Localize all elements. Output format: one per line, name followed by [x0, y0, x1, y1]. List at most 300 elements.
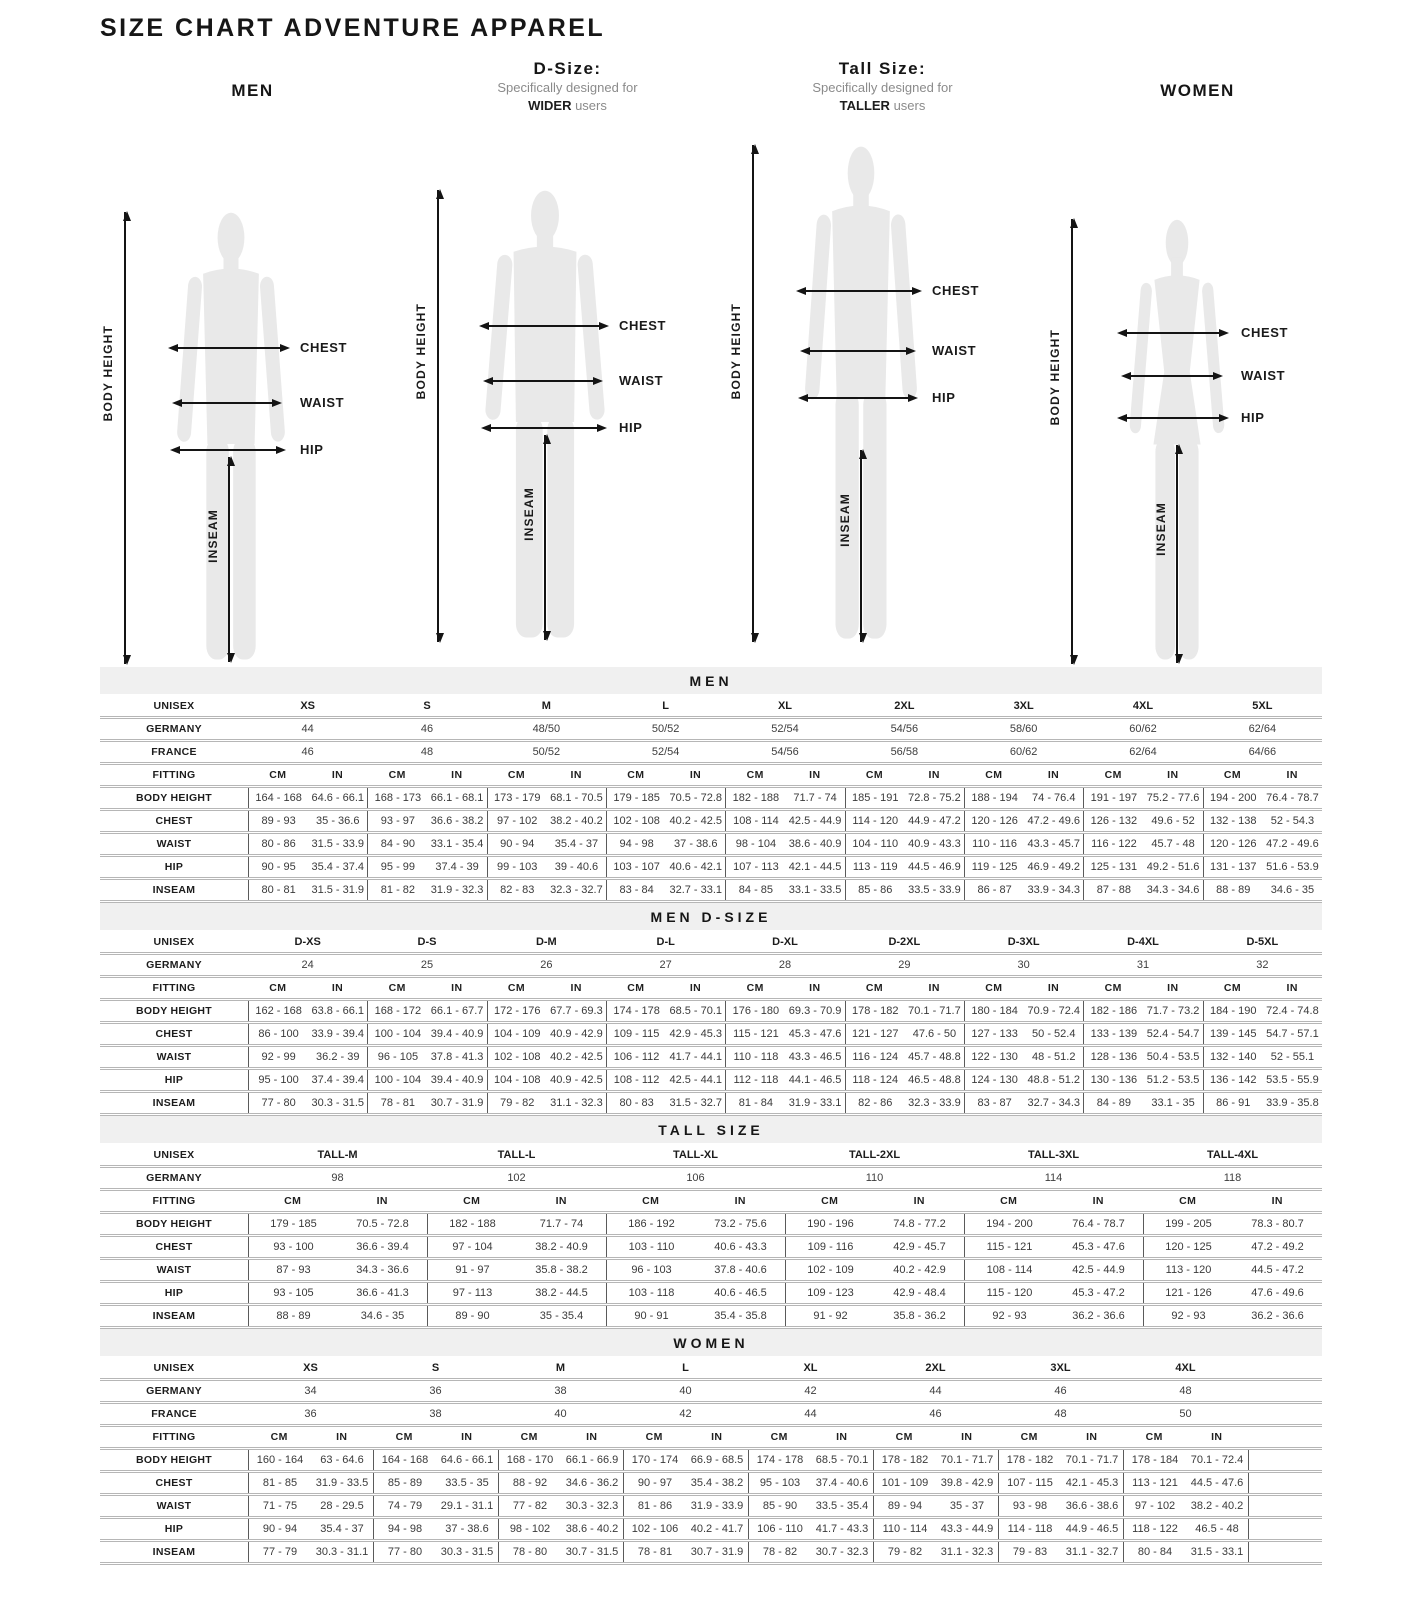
value-group	[1083, 1093, 1202, 1113]
fitting-group	[606, 1191, 785, 1211]
fitting-group	[748, 1427, 873, 1447]
cm-value: 83 - 87	[977, 1097, 1012, 1109]
cm-value: 114 - 118	[1007, 1523, 1053, 1535]
cm-value: 102 - 109	[807, 1264, 854, 1276]
blank-cell	[1248, 1381, 1322, 1401]
in-value: 44.5 - 47.2	[1251, 1264, 1304, 1276]
cm-value: 80 - 84	[1137, 1546, 1173, 1558]
value-group	[748, 1519, 873, 1539]
figure-tall-size-title: Tall Size:	[838, 59, 927, 78]
cm-value: 90 - 94	[262, 1523, 298, 1535]
fitting-group	[248, 765, 367, 785]
value-group	[606, 811, 725, 831]
cm-value: 86 - 100	[258, 1028, 299, 1040]
value-group	[1083, 1001, 1202, 1021]
figure-d-size	[415, 57, 720, 659]
row-label: CHEST	[155, 1028, 193, 1040]
cm-value: 128 - 136	[1090, 1051, 1138, 1063]
value-group	[367, 834, 486, 854]
unit-in: IN	[555, 1195, 567, 1207]
fitting-group	[964, 1191, 1143, 1211]
size-cell: D-3XL	[1007, 936, 1040, 948]
unit-cm: CM	[270, 1431, 288, 1443]
cm-value: 79 - 82	[887, 1546, 923, 1558]
value-group	[998, 1542, 1123, 1562]
unit-cm: CM	[627, 982, 645, 994]
row-label: WAIST	[156, 1051, 192, 1063]
cm-value: 186 - 192	[628, 1218, 675, 1230]
value-group	[487, 857, 606, 877]
unit-in: IN	[1211, 1431, 1223, 1443]
in-value: 72.8 - 75.2	[908, 792, 961, 804]
in-value: 42.5 - 44.9	[788, 815, 842, 827]
unit-cm: CM	[463, 1195, 481, 1207]
value-group	[367, 1047, 486, 1067]
value-group	[998, 1496, 1123, 1516]
value-group	[1143, 1260, 1322, 1280]
fitting-group	[606, 978, 725, 998]
in-value: 32.7 - 34.3	[1027, 1097, 1081, 1109]
in-value: 34.6 - 36.2	[565, 1477, 619, 1489]
header-row	[100, 696, 1322, 719]
in-value: 70.1 - 71.7	[940, 1454, 994, 1466]
row-label: HIP	[164, 1523, 184, 1535]
size-cell: 110	[865, 1172, 884, 1184]
value-group	[964, 1001, 1083, 1021]
in-value: 47.2 - 49.6	[1266, 838, 1319, 850]
value-group	[1123, 1473, 1248, 1493]
unit-in: IN	[836, 1431, 848, 1443]
cm-value: 190 - 196	[807, 1218, 854, 1230]
in-value: 66.1 - 67.7	[430, 1005, 484, 1017]
value-group	[487, 1093, 606, 1113]
value-group	[1203, 834, 1322, 854]
in-value: 37 - 38.6	[674, 838, 718, 850]
row-label: GERMANY	[146, 1172, 202, 1184]
cm-value: 178 - 182	[881, 1454, 929, 1466]
value-group	[606, 857, 725, 877]
unit-cm: CM	[388, 769, 406, 781]
size-cell: 25	[420, 959, 434, 971]
header-row	[100, 742, 1322, 765]
size-cell: 30	[1017, 959, 1030, 971]
in-value: 45.7 - 48	[1151, 838, 1195, 850]
hip-label: HIP	[300, 442, 324, 457]
cm-value: 97 - 102	[1134, 1500, 1176, 1512]
fitting-group	[367, 978, 486, 998]
fitting-group	[845, 978, 964, 998]
cm-value: 116 - 122	[1091, 838, 1137, 850]
in-value: 54.7 - 57.1	[1266, 1028, 1319, 1040]
unit-in: IN	[928, 982, 940, 994]
in-value: 36.2 - 36.6	[1072, 1310, 1125, 1322]
in-value: 78.3 - 80.7	[1251, 1218, 1304, 1230]
value-group	[1123, 1542, 1248, 1562]
size-cell: 58/60	[1009, 723, 1038, 735]
measurement-row	[100, 1070, 1322, 1093]
in-value: 47.6 - 50	[912, 1028, 957, 1040]
waist-label: WAIST	[932, 343, 977, 358]
value-group	[1203, 857, 1322, 877]
figure-women-diagram	[1045, 157, 1350, 681]
fitting-group	[248, 978, 367, 998]
cm-value: 98 - 102	[509, 1523, 551, 1535]
size-cell: TALL-2XL	[848, 1149, 901, 1161]
unit-cm: CM	[627, 769, 645, 781]
in-value: 51.2 - 53.5	[1146, 1074, 1200, 1086]
unit-in: IN	[913, 1195, 925, 1207]
value-group	[248, 1070, 367, 1090]
cm-value: 126 - 132	[1090, 815, 1138, 827]
value-group	[606, 880, 725, 900]
row-label: GERMANY	[146, 959, 202, 971]
fitting-group	[964, 765, 1083, 785]
in-value: 35.4 - 37	[554, 838, 599, 850]
blank-cell	[1248, 1496, 1322, 1516]
value-group	[498, 1496, 623, 1516]
in-value: 52 - 55.1	[1270, 1051, 1315, 1063]
cm-value: 112 - 118	[733, 1074, 779, 1086]
value-group	[606, 834, 725, 854]
in-value: 47.6 - 49.6	[1251, 1287, 1304, 1299]
value-group	[845, 857, 964, 877]
size-cell: 5XL	[1252, 700, 1273, 712]
size-cell: TALL-XL	[672, 1149, 718, 1161]
figure-men-header	[100, 81, 405, 157]
in-value: 38.2 - 40.2	[1190, 1500, 1244, 1512]
value-group	[1203, 880, 1322, 900]
row-label: BODY HEIGHT	[135, 792, 213, 804]
size-cell: 50	[1179, 1408, 1192, 1420]
size-cell: XL	[803, 1362, 818, 1374]
fitting-group	[248, 1191, 427, 1211]
figure-tall-size-header	[730, 59, 1035, 135]
measurement-row	[100, 1260, 1322, 1283]
in-value: 40.9 - 43.3	[908, 838, 961, 850]
fitting-row	[100, 1191, 1322, 1214]
cm-value: 102 - 106	[631, 1523, 679, 1535]
unit-cm: CM	[642, 1195, 660, 1207]
in-value: 44.5 - 47.6	[1190, 1477, 1244, 1489]
in-value: 66.9 - 68.5	[690, 1454, 744, 1466]
unit-cm: CM	[388, 982, 406, 994]
in-value: 31.5 - 33.1	[1190, 1546, 1244, 1558]
figure-d-size-title: D-Size:	[533, 59, 602, 78]
inseam-arrow	[1176, 445, 1178, 663]
in-value: 42.9 - 45.3	[669, 1028, 723, 1040]
in-value: 40.6 - 42.1	[669, 861, 723, 873]
blank-cell	[1248, 1473, 1322, 1493]
value-group	[873, 1473, 998, 1493]
cm-value: 107 - 115	[1007, 1477, 1053, 1489]
in-value: 48.8 - 51.2	[1027, 1074, 1081, 1086]
size-cell: 3XL	[1050, 1362, 1071, 1374]
table-title-men: MEN	[100, 667, 1322, 694]
unit-cm: CM	[1104, 769, 1122, 781]
size-cell: 42	[804, 1385, 817, 1397]
fitting-group	[1203, 978, 1322, 998]
value-group	[845, 1070, 964, 1090]
in-value: 33.1 - 35	[1151, 1097, 1195, 1109]
size-cell: 34	[304, 1385, 317, 1397]
unit-cm: CM	[269, 982, 287, 994]
in-value: 31.9 - 33.9	[690, 1500, 744, 1512]
size-table-women	[100, 1329, 1322, 1565]
cm-value: 139 - 145	[1210, 1028, 1257, 1040]
size-cell: XS	[303, 1362, 318, 1374]
in-value: 43.3 - 45.7	[1027, 838, 1081, 850]
in-value: 70.1 - 72.4	[1190, 1454, 1244, 1466]
in-value: 44.5 - 46.9	[908, 861, 961, 873]
value-group	[964, 1214, 1143, 1234]
in-value: 73.2 - 75.6	[714, 1218, 767, 1230]
hip-label: HIP	[932, 390, 956, 405]
value-group	[606, 1093, 725, 1113]
in-value: 45.3 - 47.2	[1072, 1287, 1125, 1299]
cm-value: 109 - 115	[613, 1028, 660, 1040]
blank-cell	[1248, 1542, 1322, 1562]
cm-value: 168 - 172	[374, 1005, 422, 1017]
in-value: 76.4 - 78.7	[1072, 1218, 1125, 1230]
cm-value: 89 - 93	[261, 815, 296, 827]
value-group	[367, 1024, 486, 1044]
cm-value: 85 - 89	[387, 1477, 423, 1489]
row-label: BODY HEIGHT	[135, 1454, 213, 1466]
in-value: 42.1 - 45.3	[1065, 1477, 1119, 1489]
value-group	[623, 1519, 748, 1539]
value-group	[606, 788, 725, 808]
value-group	[873, 1496, 998, 1516]
size-cell: 50/52	[532, 746, 561, 758]
chest-arrow	[804, 290, 914, 292]
in-value: 29.1 - 31.1	[440, 1500, 494, 1512]
unit-in: IN	[331, 982, 344, 994]
value-group	[487, 1047, 606, 1067]
row-label: INSEAM	[152, 1097, 196, 1109]
value-group	[248, 1260, 427, 1280]
unit-in: IN	[1286, 769, 1298, 781]
inseam-label: INSEAM	[206, 509, 220, 563]
size-cell: 36	[304, 1408, 317, 1420]
size-cell: 46	[420, 723, 434, 735]
unit-cm: CM	[395, 1431, 413, 1443]
in-value: 39.4 - 40.9	[430, 1074, 484, 1086]
cm-value: 78 - 81	[637, 1546, 673, 1558]
header-row	[100, 1381, 1322, 1404]
inseam-arrow	[228, 457, 230, 662]
size-cell: 4XL	[1132, 700, 1154, 712]
blank-cell	[1248, 1427, 1322, 1447]
cm-value: 120 - 125	[1165, 1241, 1212, 1253]
size-cell: 48/50	[532, 723, 561, 735]
value-group	[725, 1024, 844, 1044]
in-value: 37.4 - 39.4	[311, 1074, 365, 1086]
fitting-group	[785, 1191, 964, 1211]
cm-value: 80 - 81	[261, 884, 296, 896]
value-group	[725, 1047, 844, 1067]
cm-value: 95 - 103	[759, 1477, 801, 1489]
unit-in: IN	[1286, 982, 1298, 994]
fitting-group	[1083, 978, 1202, 998]
unit-in: IN	[570, 769, 582, 781]
in-value: 44.9 - 46.5	[1065, 1523, 1119, 1535]
size-cell: TALL-L	[497, 1149, 536, 1161]
size-cell: 26	[540, 959, 553, 971]
cm-value: 81 - 82	[380, 884, 416, 896]
in-value: 35.4 - 35.8	[714, 1310, 767, 1322]
value-group	[725, 811, 844, 831]
cm-value: 113 - 120	[1165, 1264, 1212, 1276]
in-value: 39.4 - 40.9	[430, 1028, 484, 1040]
in-value: 30.7 - 31.9	[430, 1097, 484, 1109]
cm-value: 77 - 79	[262, 1546, 298, 1558]
fitting-group	[373, 1427, 498, 1447]
cm-value: 194 - 200	[986, 1218, 1033, 1230]
cm-value: 168 - 170	[506, 1454, 554, 1466]
value-group	[1143, 1237, 1322, 1257]
unit-in: IN	[1167, 982, 1179, 994]
size-cell: 62/64	[1248, 723, 1277, 735]
in-value: 43.3 - 46.5	[788, 1051, 842, 1063]
size-cell: D-5XL	[1246, 936, 1279, 948]
cm-value: 84 - 89	[1096, 1097, 1132, 1109]
value-group	[367, 811, 486, 831]
size-cell: 31	[1136, 959, 1150, 971]
in-value: 31.9 - 32.3	[430, 884, 484, 896]
value-group	[725, 1093, 844, 1113]
cm-value: 74 - 79	[387, 1500, 423, 1512]
size-cell: S	[423, 700, 431, 712]
value-group	[1083, 880, 1202, 900]
figure-men-title: MEN	[231, 81, 274, 100]
cm-value: 178 - 184	[1131, 1454, 1179, 1466]
cm-value: 77 - 80	[261, 1097, 296, 1109]
in-value: 68.5 - 70.1	[669, 1005, 723, 1017]
body-height-label: BODY HEIGHT	[101, 325, 115, 422]
value-group	[1083, 1047, 1202, 1067]
size-cell: 44	[301, 723, 314, 735]
size-cell: XS	[300, 700, 315, 712]
chest-label: CHEST	[619, 318, 667, 333]
cm-value: 85 - 86	[858, 884, 893, 896]
in-value: 31.5 - 31.9	[311, 884, 365, 896]
cm-value: 179 - 185	[613, 792, 660, 804]
cm-value: 125 - 131	[1090, 861, 1138, 873]
unit-cm: CM	[269, 769, 287, 781]
in-value: 66.1 - 68.1	[430, 792, 484, 804]
cm-value: 79 - 83	[1012, 1546, 1048, 1558]
row-label: FITTING	[152, 1195, 196, 1207]
row-label: HIP	[164, 1074, 184, 1086]
row-label: UNISEX	[153, 1362, 195, 1374]
in-value: 30.7 - 32.3	[815, 1546, 869, 1558]
size-cell: 118	[1223, 1172, 1242, 1184]
cm-value: 78 - 80	[512, 1546, 548, 1558]
fitting-group	[964, 978, 1083, 998]
value-group	[964, 1024, 1083, 1044]
value-group	[964, 1047, 1083, 1067]
value-group	[373, 1519, 498, 1539]
value-group	[1143, 1306, 1322, 1326]
chest-label: CHEST	[1241, 325, 1289, 340]
cm-value: 101 - 109	[881, 1477, 929, 1489]
unit-cm: CM	[1000, 1195, 1018, 1207]
in-value: 35 - 35.4	[539, 1310, 584, 1322]
cm-value: 131 - 137	[1210, 861, 1257, 873]
in-value: 31.1 - 32.3	[940, 1546, 994, 1558]
header-row	[100, 955, 1322, 978]
cm-value: 182 - 188	[732, 792, 780, 804]
cm-value: 81 - 85	[262, 1477, 298, 1489]
figure-men	[100, 57, 405, 659]
size-cell: 114	[1044, 1172, 1063, 1184]
size-cell: 24	[301, 959, 314, 971]
in-value: 33.1 - 33.5	[788, 884, 842, 896]
in-value: 33.9 - 34.3	[1027, 884, 1081, 896]
size-cell: 102	[507, 1172, 526, 1184]
value-group	[748, 1542, 873, 1562]
cm-value: 86 - 91	[1216, 1097, 1251, 1109]
cm-value: 78 - 81	[380, 1097, 416, 1109]
in-value: 46.5 - 48	[1195, 1523, 1239, 1535]
cm-value: 88 - 89	[276, 1310, 311, 1322]
in-value: 45.3 - 47.6	[788, 1028, 842, 1040]
size-cell: 52/54	[651, 746, 680, 758]
waist-arrow	[180, 402, 274, 404]
fitting-group	[873, 1427, 998, 1447]
cm-value: 160 - 164	[256, 1454, 304, 1466]
cm-value: 104 - 110	[852, 838, 899, 850]
cm-value: 81 - 86	[637, 1500, 673, 1512]
row-label: HIP	[164, 861, 184, 873]
value-group	[487, 1001, 606, 1021]
value-group	[1203, 1047, 1322, 1067]
size-table-men	[100, 667, 1322, 903]
row-label: CHEST	[155, 815, 193, 827]
value-group	[248, 880, 367, 900]
in-value: 35.4 - 38.2	[690, 1477, 744, 1489]
size-cell: D-2XL	[888, 936, 921, 948]
unit-in: IN	[461, 1431, 473, 1443]
value-group	[748, 1496, 873, 1516]
value-group	[964, 857, 1083, 877]
row-label: GERMANY	[146, 1385, 202, 1397]
in-value: 36.2 - 36.6	[1251, 1310, 1304, 1322]
value-group	[606, 1306, 785, 1326]
size-cell: 2XL	[894, 700, 915, 712]
in-value: 71.7 - 73.2	[1146, 1005, 1200, 1017]
in-value: 70.5 - 72.8	[669, 792, 723, 804]
cm-value: 182 - 186	[1090, 1005, 1138, 1017]
body-height-label: BODY HEIGHT	[414, 303, 428, 400]
size-cell: 28	[778, 959, 792, 971]
value-group	[1203, 811, 1322, 831]
cm-value: 164 - 168	[255, 792, 302, 804]
size-cell: D-S	[417, 936, 437, 948]
unit-in: IN	[1047, 769, 1060, 781]
male-silhouette	[172, 212, 290, 664]
row-label: FRANCE	[151, 746, 197, 758]
in-value: 64.6 - 66.1	[440, 1454, 494, 1466]
in-value: 31.9 - 33.1	[788, 1097, 842, 1109]
unit-in: IN	[1047, 982, 1060, 994]
waist-arrow	[1129, 375, 1215, 377]
value-group	[845, 880, 964, 900]
header-row	[100, 1404, 1322, 1427]
hip-label: HIP	[619, 420, 643, 435]
in-value: 36.2 - 39	[316, 1051, 360, 1063]
cm-value: 90 - 97	[637, 1477, 673, 1489]
